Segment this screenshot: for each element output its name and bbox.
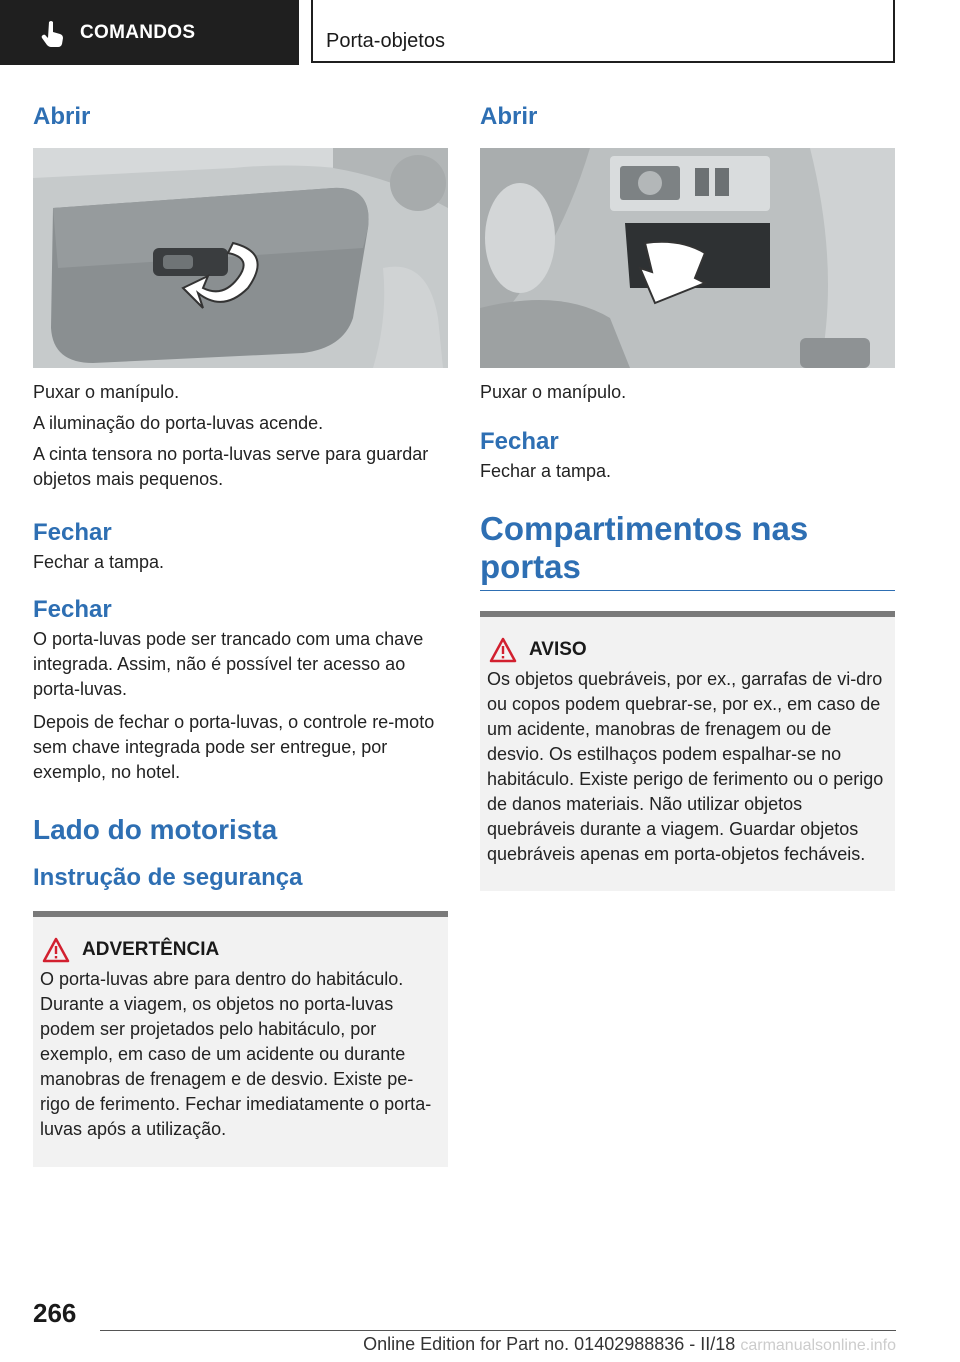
open-step-2: A iluminação do porta-luvas acende. [33, 413, 324, 433]
warning-text: O porta-luvas abre para dentro do habitáculo. Durante a viagem, os objetos no porta-luvas podem ser projetados pelo habitáculo, por exemplo, em caso de um acidente ou durante manobras de frenagem e de desvio. Existe pe-rigo de ferimento. Fechar imediatamente o porta-luvas após a utilização. [40, 969, 432, 1139]
notice-title: AVISO [529, 639, 587, 660]
footer-rule [100, 1330, 896, 1331]
lock-heading: Fechar [33, 596, 112, 623]
warning-triangle-icon [489, 637, 517, 663]
glovebox-illustration [33, 148, 448, 368]
warning-title: ADVERTÊNCIA [82, 939, 220, 960]
door-compartments-heading: Compartimentos nas portas [480, 510, 809, 585]
page-title: Porta-objetos [326, 30, 445, 52]
open-heading: Abrir [33, 103, 91, 130]
close-step-1: Fechar a tampa. [33, 552, 165, 572]
driver-open-heading: Abrir [480, 103, 538, 130]
driver-close-heading: Fechar [480, 428, 559, 455]
door-section-header [480, 510, 895, 591]
safety-heading: Instrução de segurança [33, 864, 303, 891]
open-step-1: Puxar o manípulo. [33, 382, 180, 402]
right-column [480, 100, 895, 891]
hand-pointer-icon [38, 18, 68, 48]
warning-box [33, 911, 448, 1167]
left-column [33, 100, 448, 1167]
watermark: carmanualsonline.info [740, 1337, 896, 1354]
page-number: 266 [33, 1298, 77, 1328]
section-label: COMANDOS [80, 21, 196, 43]
driver-open-step-1: Puxar o manípulo. [480, 382, 627, 402]
section-tab [0, 0, 299, 65]
close-heading: Fechar [33, 519, 112, 546]
warning-triangle-icon [42, 937, 70, 963]
footer-edition [363, 1334, 896, 1355]
lock-text-2: Depois de fechar o porta-luvas, o controle re-moto sem chave integrada pode ser entregue, por exemplo, no hotel. [33, 712, 435, 782]
notice-box [480, 611, 895, 891]
driver-side-heading: Lado do motorista [33, 814, 278, 845]
driver-close-step-1: Fechar a tampa. [480, 461, 612, 481]
glovebox-photo [33, 148, 448, 368]
edition-text: Online Edition for Part no. 01402988836 - II/18 [363, 1334, 736, 1354]
notice-text: Os objetos quebráveis, por ex., garrafas de vi-dro ou copos podem quebrar-se, por ex., em caso de um acidente, manobras de frenagem ou de desvio. Os estilhaços podem espalhar-se no habitáculo. Existe perigo de ferimento ou o perigo de danos materiais. Não utilizar objetos quebráveis durante a viagem. Guardar objetos quebráveis apenas em porta-objetos fecháveis. [487, 669, 884, 864]
driver-compartment-illustration [480, 148, 895, 368]
open-step-3: A cinta tensora no porta-luvas serve para guardar objetos mais pequenos. [33, 444, 429, 489]
driver-compartment-photo [480, 148, 895, 368]
lock-text-1: O porta-luvas pode ser trancado com uma chave integrada. Assim, não é possível ter acesso ao porta-luvas. [33, 629, 424, 699]
